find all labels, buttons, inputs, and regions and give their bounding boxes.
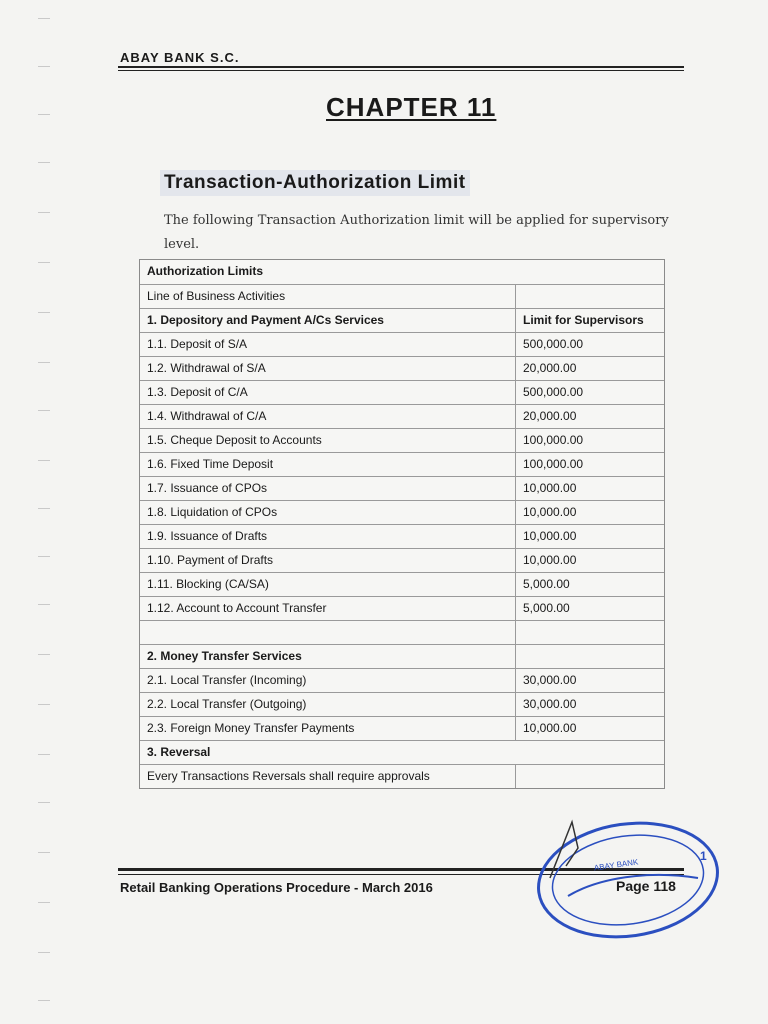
margin-tick: [38, 654, 50, 655]
margin-tick: [38, 312, 50, 313]
margin-tick: [38, 902, 50, 903]
limit-cell: 5,000.00: [523, 601, 570, 615]
limit-cell: 20,000.00: [523, 409, 577, 423]
limit-cell: 30,000.00: [523, 673, 577, 687]
section-title: Transaction-Authorization Limit: [160, 170, 470, 196]
activity-cell: 1.5. Cheque Deposit to Accounts: [140, 429, 516, 452]
table-row: [140, 524, 664, 548]
table-row: [140, 596, 664, 620]
company-header: ABAY BANK S.C.: [120, 50, 240, 65]
authorization-limits-table: [139, 259, 665, 789]
table-row: [140, 500, 664, 524]
table-row: [140, 548, 664, 572]
table-row: [140, 452, 664, 476]
margin-tick: [38, 362, 50, 363]
margin-tick: [38, 704, 50, 705]
limit-cell: 10,000.00: [523, 553, 577, 567]
header-rule: [118, 66, 684, 68]
page-number: Page 118: [616, 878, 676, 894]
margin-tick: [38, 852, 50, 853]
margin-tick: [38, 212, 50, 213]
bank-stamp: [528, 808, 728, 948]
activity-cell: 1.2. Withdrawal of S/A: [140, 357, 516, 380]
margin-tick: [38, 508, 50, 509]
activity-cell: 1.1. Deposit of S/A: [140, 333, 516, 356]
limit-column-heading: Limit for Supervisors: [523, 313, 644, 327]
table-row: [140, 668, 664, 692]
limit-cell: 30,000.00: [523, 697, 577, 711]
limit-cell: 10,000.00: [523, 529, 577, 543]
reversal-text: Every Transactions Reversals shall require approvals: [140, 765, 516, 788]
activity-cell: 1.7. Issuance of CPOs: [140, 477, 516, 500]
margin-tick: [38, 262, 50, 263]
margin-tick: [38, 18, 50, 19]
margin-tick: [38, 952, 50, 953]
table-row: [140, 428, 664, 452]
activity-cell: 1.8. Liquidation of CPOs: [140, 501, 516, 524]
limit-cell: 10,000.00: [523, 721, 577, 735]
chapter-title: CHAPTER 11: [326, 92, 497, 122]
activity-cell: 1.9. Issuance of Drafts: [140, 525, 516, 548]
table-title: Authorization Limits: [147, 264, 263, 278]
margin-tick: [38, 114, 50, 115]
activity-cell: 1.12. Account to Account Transfer: [140, 597, 516, 620]
margin-tick: [38, 1000, 50, 1001]
table-row: [140, 404, 664, 428]
table-row: [140, 380, 664, 404]
header-rule-thin: [118, 70, 684, 71]
activity-cell: 2.3. Foreign Money Transfer Payments: [140, 717, 516, 740]
group-heading-money-transfer: 2. Money Transfer Services: [140, 645, 516, 668]
table-row: [140, 764, 664, 788]
margin-tick: [38, 556, 50, 557]
group-heading-reversal: 3. Reversal: [147, 745, 211, 759]
activity-cell: 2.2. Local Transfer (Outgoing): [140, 693, 516, 716]
margin-tick: [38, 802, 50, 803]
group-heading-depository: 1. Depository and Payment A/Cs Services: [140, 309, 516, 332]
margin-tick: [38, 460, 50, 461]
activity-cell: 1.6. Fixed Time Deposit: [140, 453, 516, 476]
table-row-empty: [140, 620, 664, 644]
limit-cell: 10,000.00: [523, 481, 577, 495]
activity-cell: 1.11. Blocking (CA/SA): [140, 573, 516, 596]
limit-cell: 10,000.00: [523, 505, 577, 519]
margin-tick: [38, 410, 50, 411]
activity-cell: 1.10. Payment of Drafts: [140, 549, 516, 572]
limit-cell: 20,000.00: [523, 361, 577, 375]
stamp-number: 1: [700, 849, 707, 863]
line-of-business-label: Line of Business Activities: [140, 285, 516, 308]
footer-title: Retail Banking Operations Procedure - March 2016: [120, 880, 433, 895]
limit-cell: 500,000.00: [523, 337, 584, 351]
intro-paragraph: The following Transaction Authorization limit will be applied for supervisory level.: [164, 213, 669, 252]
table-row: [140, 716, 664, 740]
limit-cell: 100,000.00: [523, 457, 584, 471]
activity-cell: 2.1. Local Transfer (Incoming): [140, 669, 516, 692]
limit-cell: 5,000.00: [523, 577, 570, 591]
stamp-swoosh: [568, 875, 698, 896]
limit-cell: 100,000.00: [523, 433, 584, 447]
table-row: [140, 356, 664, 380]
table-row: [140, 476, 664, 500]
activity-cell: 1.3. Deposit of C/A: [140, 381, 516, 404]
margin-tick: [38, 754, 50, 755]
activity-cell: 1.4. Withdrawal of C/A: [140, 405, 516, 428]
table-row: [140, 332, 664, 356]
margin-tick: [38, 604, 50, 605]
margin-tick: [38, 162, 50, 163]
table-row: [140, 572, 664, 596]
stamp-text: ABAY BANK: [593, 857, 639, 873]
margin-tick: [38, 66, 50, 67]
limit-cell: 500,000.00: [523, 385, 584, 399]
stamp-outer-ring: [531, 812, 725, 948]
signature-stroke: [550, 822, 578, 878]
table-row: [140, 692, 664, 716]
